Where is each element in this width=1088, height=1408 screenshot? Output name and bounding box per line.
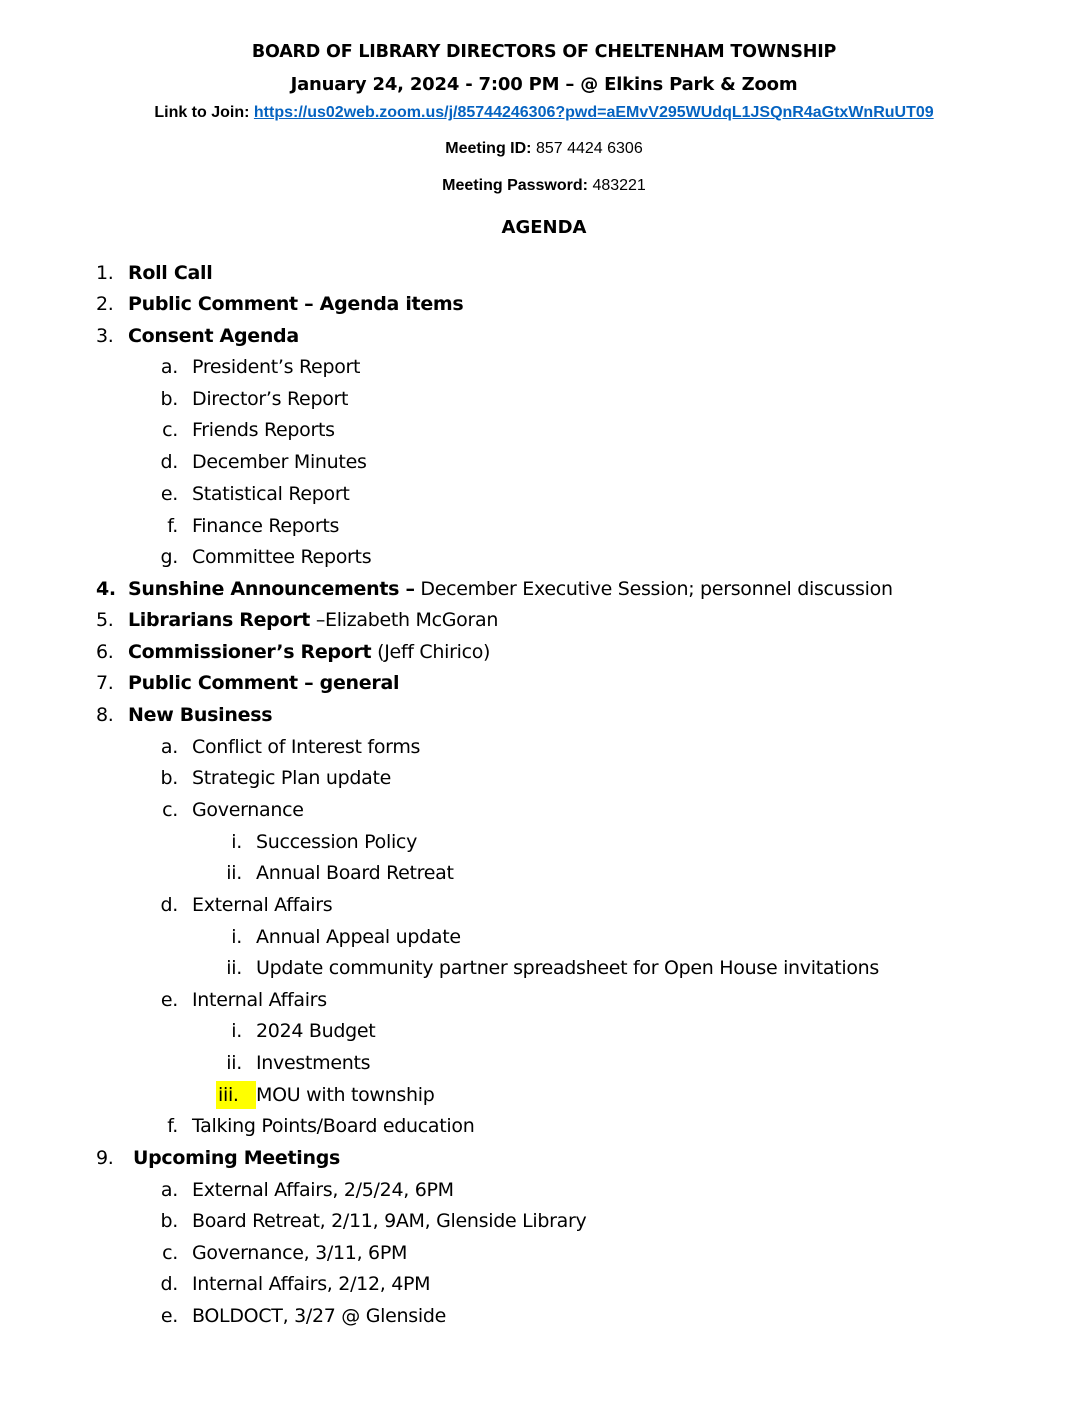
sub-item-label: External Affairs, 2/5/24, 6PM — [192, 1179, 454, 1201]
sub-item-number: d. — [160, 894, 178, 916]
meeting-password-value: 483221 — [592, 177, 646, 194]
sub-sub-item — [0, 1016, 1088, 1046]
zoom-link-line — [0, 104, 1088, 122]
sub-item-label: Conflict of Interest forms — [192, 736, 421, 758]
sub-item-number: b. — [160, 388, 178, 410]
sub-sub-item-number: ii. — [226, 862, 242, 884]
item-label: Consent Agenda — [128, 325, 299, 347]
sub-sub-item — [0, 953, 1088, 983]
agenda-item-5 — [0, 605, 1088, 635]
sub-item-label: Governance, 3/11, 6PM — [192, 1242, 408, 1264]
sub-item — [0, 511, 1088, 541]
document-title: BOARD OF LIBRARY DIRECTORS OF CHELTENHAM TOWNSHIP — [251, 42, 837, 62]
agenda-item-4 — [0, 574, 1088, 604]
sub-item-number: b. — [160, 767, 178, 789]
sub-item — [0, 795, 1088, 825]
sub-item-number: b. — [160, 1210, 178, 1232]
sub-sub-item-label: MOU with township — [256, 1084, 435, 1106]
sub-sub-item-number: ii. — [226, 1052, 242, 1074]
sub-sub-item-number: i. — [231, 1020, 242, 1042]
item-label: Public Comment – general — [128, 672, 400, 694]
agenda-item-8 — [0, 700, 1088, 730]
sub-sub-item-label: Annual Board Retreat — [256, 862, 454, 884]
sub-sub-item-label: Annual Appeal update — [256, 926, 461, 948]
sub-item — [0, 1301, 1088, 1331]
sub-item-number: a. — [160, 356, 178, 378]
item-detail: December Executive Session; personnel discussion — [414, 578, 893, 600]
item-number: 7. — [96, 672, 114, 694]
sub-sub-item — [0, 858, 1088, 888]
item-detail: (Jeff Chirico) — [371, 641, 491, 663]
sub-item — [0, 415, 1088, 445]
sub-sub-item — [0, 1048, 1088, 1078]
sub-sub-item-number: ii. — [226, 957, 242, 979]
item-number: 6. — [96, 641, 114, 663]
sub-item-number: e. — [160, 989, 178, 1011]
sub-item — [0, 1175, 1088, 1205]
item-label: Public Comment – Agenda items — [128, 293, 464, 315]
sub-item-number: f. — [167, 515, 178, 537]
agenda-heading: AGENDA — [501, 217, 587, 238]
meeting-id-line — [0, 140, 1088, 158]
sub-item-number: a. — [160, 736, 178, 758]
agenda-item-3 — [0, 321, 1088, 351]
sub-item — [0, 890, 1088, 920]
item-number: 1. — [96, 262, 114, 284]
agenda-item-7 — [0, 668, 1088, 698]
sub-item-number: e. — [160, 1305, 178, 1327]
sub-item-number: g. — [160, 546, 178, 568]
sub-item-label: Strategic Plan update — [192, 767, 392, 789]
sub-item-number: e. — [160, 483, 178, 505]
sub-item-label: Board Retreat, 2/11, 9AM, Glenside Library — [192, 1210, 587, 1232]
sub-item-number: a. — [160, 1179, 178, 1201]
sub-sub-item-label: Update community partner spreadsheet for Open House invitations — [256, 957, 880, 979]
agenda-item-9 — [0, 1143, 1088, 1173]
sub-item — [0, 542, 1088, 572]
meeting-date-line: January 24, 2024 - 7:00 PM – @ Elkins Park & Zoom — [290, 74, 798, 95]
meeting-id-value: 857 4424 6306 — [535, 140, 643, 157]
item-label: New Business — [128, 704, 273, 726]
sub-sub-item-number: iii. — [218, 1084, 239, 1106]
item-label: Sunshine Announcements – — [128, 578, 415, 600]
sub-item-label: Finance Reports — [192, 515, 340, 537]
agenda-item-2 — [0, 289, 1088, 319]
item-label: Roll Call — [128, 262, 213, 284]
sub-item — [0, 479, 1088, 509]
sub-item-number: d. — [160, 1273, 178, 1295]
sub-item — [0, 352, 1088, 382]
sub-item — [0, 1269, 1088, 1299]
sub-item-label: Talking Points/Board education — [192, 1115, 475, 1137]
sub-item-label: President’s Report — [192, 356, 361, 378]
sub-item — [0, 1111, 1088, 1141]
sub-item-number: f. — [167, 1115, 178, 1137]
sub-item-label: Friends Reports — [192, 419, 335, 441]
sub-item-label: December Minutes — [192, 451, 367, 473]
sub-item — [0, 763, 1088, 793]
item-number: 9. — [96, 1147, 114, 1169]
sub-item-label: Director’s Report — [192, 388, 349, 410]
sub-item-label: BOLDOCT, 3/27 @ Glenside — [192, 1305, 446, 1327]
sub-item-label: External Affairs — [192, 894, 333, 916]
meeting-id-label: Meeting ID: — [445, 140, 532, 157]
sub-item-number: c. — [162, 799, 178, 821]
sub-item-label: Governance — [192, 799, 304, 821]
sub-sub-item-label: Investments — [256, 1052, 371, 1074]
sub-item-label: Internal Affairs — [192, 989, 327, 1011]
sub-item — [0, 447, 1088, 477]
item-number: 2. — [96, 293, 114, 315]
sub-item — [0, 1238, 1088, 1268]
zoom-join-link[interactable]: https://us02web.zoom.us/j/85744246306?pwd=aEMvV295WUdqL1JSQnR4aGtxWnRuUT09 — [253, 104, 934, 121]
item-detail: –Elizabeth McGoran — [310, 609, 499, 631]
sub-sub-item-number: i. — [231, 926, 242, 948]
sub-sub-item — [0, 922, 1088, 952]
meeting-password-label: Meeting Password: — [442, 177, 588, 194]
sub-sub-item-highlighted — [0, 1080, 1088, 1110]
meeting-password-line — [0, 177, 1088, 195]
item-label: Librarians Report — [128, 609, 311, 631]
item-label: Upcoming Meetings — [133, 1147, 341, 1169]
sub-item-label: Internal Affairs, 2/12, 4PM — [192, 1273, 431, 1295]
item-number: 3. — [96, 325, 114, 347]
item-number: 8. — [96, 704, 114, 726]
sub-item-number: d. — [160, 451, 178, 473]
sub-sub-item-label: 2024 Budget — [256, 1020, 376, 1042]
sub-sub-item-number: i. — [231, 831, 242, 853]
sub-sub-item — [0, 827, 1088, 857]
link-label: Link to Join: — [154, 104, 250, 121]
sub-item — [0, 985, 1088, 1015]
agenda-item-1 — [0, 258, 1088, 288]
item-label: Commissioner’s Report — [128, 641, 372, 663]
sub-item — [0, 384, 1088, 414]
item-number: 4. — [96, 578, 116, 600]
item-number: 5. — [96, 609, 114, 631]
sub-item — [0, 1206, 1088, 1236]
sub-item-number: c. — [162, 419, 178, 441]
sub-sub-item-label: Succession Policy — [256, 831, 418, 853]
sub-item-label: Committee Reports — [192, 546, 372, 568]
agenda-item-6 — [0, 637, 1088, 667]
sub-item-label: Statistical Report — [192, 483, 350, 505]
sub-item-number: c. — [162, 1242, 178, 1264]
sub-item — [0, 732, 1088, 762]
